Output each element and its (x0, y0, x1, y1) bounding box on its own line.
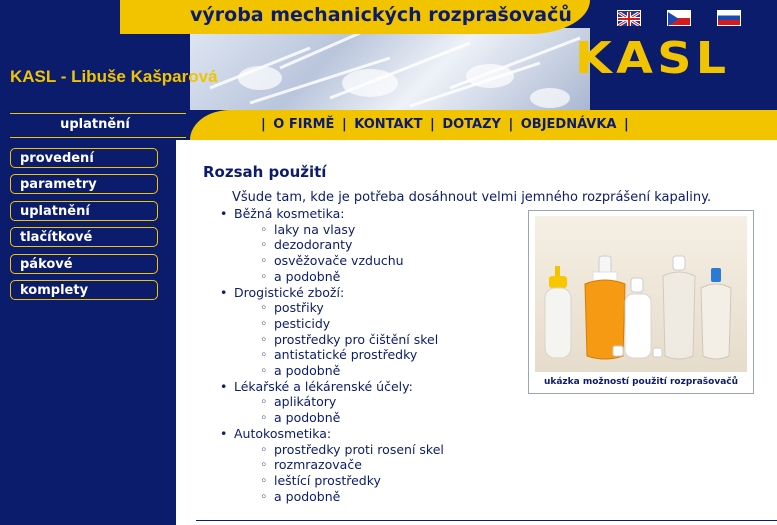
list-item: ◦ dezodoranty (234, 237, 444, 253)
list-item (216, 379, 444, 426)
list-item (216, 285, 444, 379)
site-tagline: výroba mechanických rozprašovačů (190, 4, 572, 26)
company-name: KASL - Libuše Kašparová (10, 67, 218, 86)
sidebar (0, 140, 176, 525)
sub-list (234, 222, 444, 285)
sub-list (234, 300, 444, 379)
category-label: Autokosmetika: (234, 425, 332, 441)
uk-flag-icon[interactable] (617, 10, 641, 26)
page-title: Rozsah použití (203, 163, 327, 181)
list-item: ◦ prostředky proti rosení skel (234, 442, 444, 458)
usage-list (216, 206, 444, 504)
list-item: ◦ rozmrazovače (234, 457, 444, 473)
banner-photo (190, 28, 590, 110)
list-item: ◦ a podobně (234, 489, 444, 505)
cz-flag-icon[interactable] (667, 10, 691, 26)
list-item (216, 426, 444, 505)
ru-flag-icon[interactable] (717, 10, 741, 26)
category-label: Lékařské a lékárenské účely: (234, 378, 413, 394)
nav-separator: | (430, 117, 435, 132)
list-item (216, 206, 444, 285)
list-item: ◦ pesticidy (234, 316, 444, 332)
category-label: Drogistické zboží: (234, 284, 345, 300)
sub-list (234, 394, 444, 425)
sidebar-item-provedeni[interactable]: provedení (10, 148, 158, 168)
sidebar-item-komplety[interactable]: komplety (10, 280, 158, 300)
nav-separator: | (261, 117, 266, 132)
list-item: ◦ antistatické prostředky (234, 347, 444, 363)
list-item: ◦ aplikátory (234, 394, 444, 410)
list-item: ◦ a podobně (234, 363, 444, 379)
nav-separator: | (624, 117, 629, 132)
sidebar-item-pakove[interactable]: pákové (10, 254, 158, 274)
nav-link-objednavka[interactable]: OBJEDNÁVKA (520, 117, 617, 132)
sub-list (234, 442, 444, 505)
nav-separator: | (341, 117, 347, 132)
nav-link-dotazy[interactable]: DOTAZY (442, 117, 501, 132)
sidebar-divider (10, 113, 186, 114)
top-nav (258, 117, 632, 132)
sidebar-item-tlacitkove[interactable]: tlačítkové (10, 227, 158, 247)
nav-link-kontakt[interactable]: KONTAKT (354, 117, 423, 132)
sidebar-divider (10, 137, 186, 138)
language-switcher (615, 10, 765, 30)
nav-link-o-firme[interactable]: O FIRMĚ (273, 117, 335, 132)
list-item: ◦ laky na vlasy (234, 222, 444, 238)
list-item: ◦ leštící prostředky (234, 473, 444, 489)
nav-separator: | (508, 117, 514, 132)
list-item: ◦ a podobně (234, 269, 444, 285)
photo-caption: ukázka možností použití rozprašovačů (543, 377, 739, 387)
product-photo (535, 216, 747, 372)
list-item: ◦ prostředky pro čištění skel (234, 332, 444, 348)
intro-text: Všude tam, kde je potřeba dosáhnout velmi jemného rozprášení kapaliny. (232, 190, 712, 205)
kasl-logo[interactable]: KASL (575, 33, 731, 84)
list-item: ◦ postřiky (234, 300, 444, 316)
list-item: ◦ osvěžovače vzduchu (234, 253, 444, 269)
list-item: ◦ a podobně (234, 410, 444, 426)
sidebar-item-uplatneni[interactable]: uplatnění (10, 201, 158, 221)
footer-divider (196, 520, 777, 521)
category-label: Běžná kosmetika: (234, 206, 345, 221)
sidebar-item-parametry[interactable]: parametry (10, 174, 158, 194)
sidebar-current-section: uplatnění (60, 117, 130, 132)
